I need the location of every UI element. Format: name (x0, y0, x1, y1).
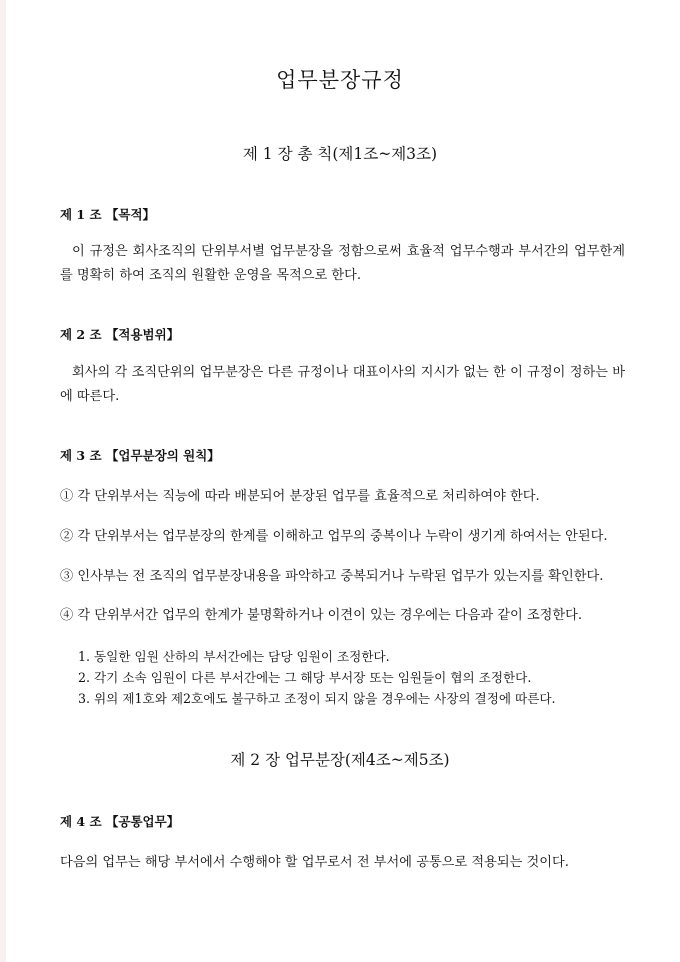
article-3-item-4: ④ 각 단위부서간 업무의 한계가 불명확하거나 이견이 있는 경우에는 다음과 같이 조정한다. (60, 608, 583, 623)
article-2-heading: 제 2 조 【적용범위】 (60, 327, 180, 342)
article-4-heading: 제 4 조 【공통업무】 (60, 814, 180, 829)
article-3-subitem-2: 2. 각기 소속 임원이 다른 부서간에는 그 해당 부서장 또는 임원들이 협의 조정한다. (78, 670, 532, 685)
article-3-heading: 제 3 조 【업무분장의 원칙】 (60, 448, 220, 463)
article-3-subitem-1: 1. 동일한 임원 산하의 부서간에는 담당 임원이 조정한다. (78, 649, 390, 664)
document-title: 업무분장규정 (276, 68, 404, 92)
article-1-text: 이 규정은 회사조직의 단위부서별 업무분장을 정함으로써 효율적 업무수행과 부서간의 업무한계를 명확히 하여 조직의 원활한 운영을 목적으로 한다. (60, 244, 625, 283)
chapter-2-heading: 제 2 장 업무분장(제4조~제5조) (230, 751, 450, 769)
article-3-item-2: ② 각 단위부서는 업무분장의 한계를 이해하고 업무의 중복이나 누락이 생기게 하여서는 안된다. (60, 529, 608, 544)
article-3-item-3: ③ 인사부는 전 조직의 업무분장내용을 파악하고 중복되거나 누락된 업무가 있는지를 확인한다. (60, 569, 604, 584)
article-3-item-1: ① 각 단위부서는 직능에 따라 배분되어 분장된 업무를 효율적으로 처리하여야 한다. (60, 489, 540, 504)
article-4-text: 다음의 업무는 해당 부서에서 수행해야 할 업무로서 전 부서에 공통으로 적용되는 것이다. (60, 855, 569, 870)
article-2-text: 회사의 각 조직단위의 업무분장은 다른 규정이나 대표이사의 지시가 없는 한 이 규정이 정하는 바에 따른다. (60, 365, 625, 404)
article-1-heading: 제 1 조 【목적】 (60, 207, 156, 222)
article-3-subitem-3: 3. 위의 제1호와 제2호에도 불구하고 조정이 되지 않을 경우에는 사장의 결정에 따른다. (78, 691, 556, 706)
chapter-1-heading: 제 1 장 총 칙(제1조~제3조) (242, 145, 438, 163)
